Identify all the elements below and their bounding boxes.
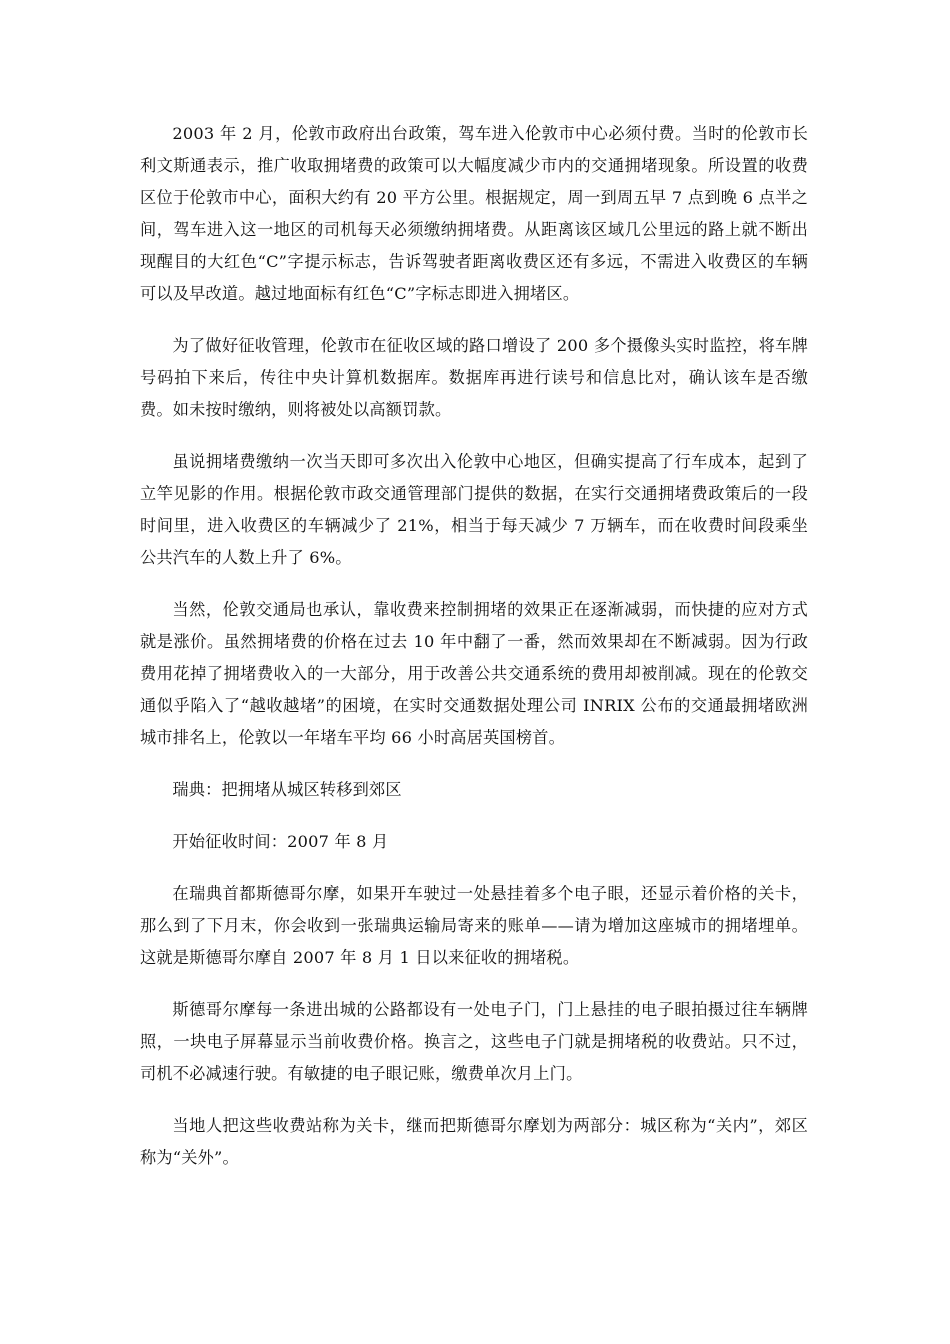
paragraph-london-policy: 2003 年 2 月，伦敦市政府出台政策，驾车进入伦敦市中心必须付费。当时的伦敦市长利文斯通表示，推广收取拥堵费的政策可以大幅度减少市内的交通拥堵现象。所设置的收费区位于伦敦市中心，面积大约有 20 平方公里。根据规定，周一到周五早 7 点到晚 6 点半之间，驾车进入这一地区的司机每天必须缴纳拥堵费。从距离该区域几公里远的路上就不断出现醒目的大红色“C”字提示标志，告诉驾驶者距离收费区还有多远，不需进入收费区的车辆可以及早改道。越过地面标有红色“C”字标志即进入拥堵区。 <box>140 124 808 303</box>
paragraph-london-cameras: 为了做好征收管理，伦敦市在征收区域的路口增设了 200 多个摄像头实时监控，将车牌号码拍下来后，传往中央计算机数据库。数据库再进行读号和信息比对，确认该车是否缴费。如未按时缴纳，则将被处以高额罚款。 <box>140 336 808 419</box>
article-body <box>140 118 808 1194</box>
paragraph-london-effect: 虽说拥堵费缴纳一次当天即可多次出入伦敦中心地区，但确实提高了行车成本，起到了立竿见影的作用。根据伦敦市政交通管理部门提供的数据，在实行交通拥堵费政策后的一段时间里，进入收费区的车辆减少了 21%，相当于每天减少 7 万辆车，而在收费时间段乘坐公共汽车的人数上升了 6%。 <box>140 452 808 567</box>
section-heading-sweden: 瑞典：把拥堵从城区转移到郊区 <box>172 780 402 799</box>
paragraph-stockholm-bill: 在瑞典首都斯德哥尔摩，如果开车驶过一处悬挂着多个电子眼，还显示着价格的关卡，那么到了下月末，你会收到一张瑞典运输局寄来的账单——请为增加这座城市的拥堵埋单。这就是斯德哥尔摩自 2007 年 8 月 1 日以来征收的拥堵税。 <box>140 884 808 967</box>
section-start-date: 开始征收时间：2007 年 8 月 <box>172 832 389 851</box>
paragraph-stockholm-zones: 当地人把这些收费站称为关卡，继而把斯德哥尔摩划为两部分：城区称为“关内”，郊区称为“关外”。 <box>140 1116 808 1167</box>
paragraph-stockholm-gates: 斯德哥尔摩每一条进出城的公路都设有一处电子门，门上悬挂的电子眼拍摄过往车辆牌照，一块电子屏幕显示当前收费价格。换言之，这些电子门就是拥堵税的收费站。只不过，司机不必减速行驶。有敏捷的电子眼记账，缴费单次月上门。 <box>140 1000 808 1083</box>
paragraph-london-decline: 当然，伦敦交通局也承认，靠收费来控制拥堵的效果正在逐渐减弱，而快捷的应对方式就是涨价。虽然拥堵费的价格在过去 10 年中翻了一番，然而效果却在不断减弱。因为行政费用花掉了拥堵费收入的一大部分，用于改善公共交通系统的费用却被削减。现在的伦敦交通似乎陷入了“越收越堵”的困境，在实时交通数据处理公司 INRIX 公布的交通最拥堵欧洲城市排名上，伦敦以一年堵车平均 66 小时高居英国榜首。 <box>140 600 808 747</box>
